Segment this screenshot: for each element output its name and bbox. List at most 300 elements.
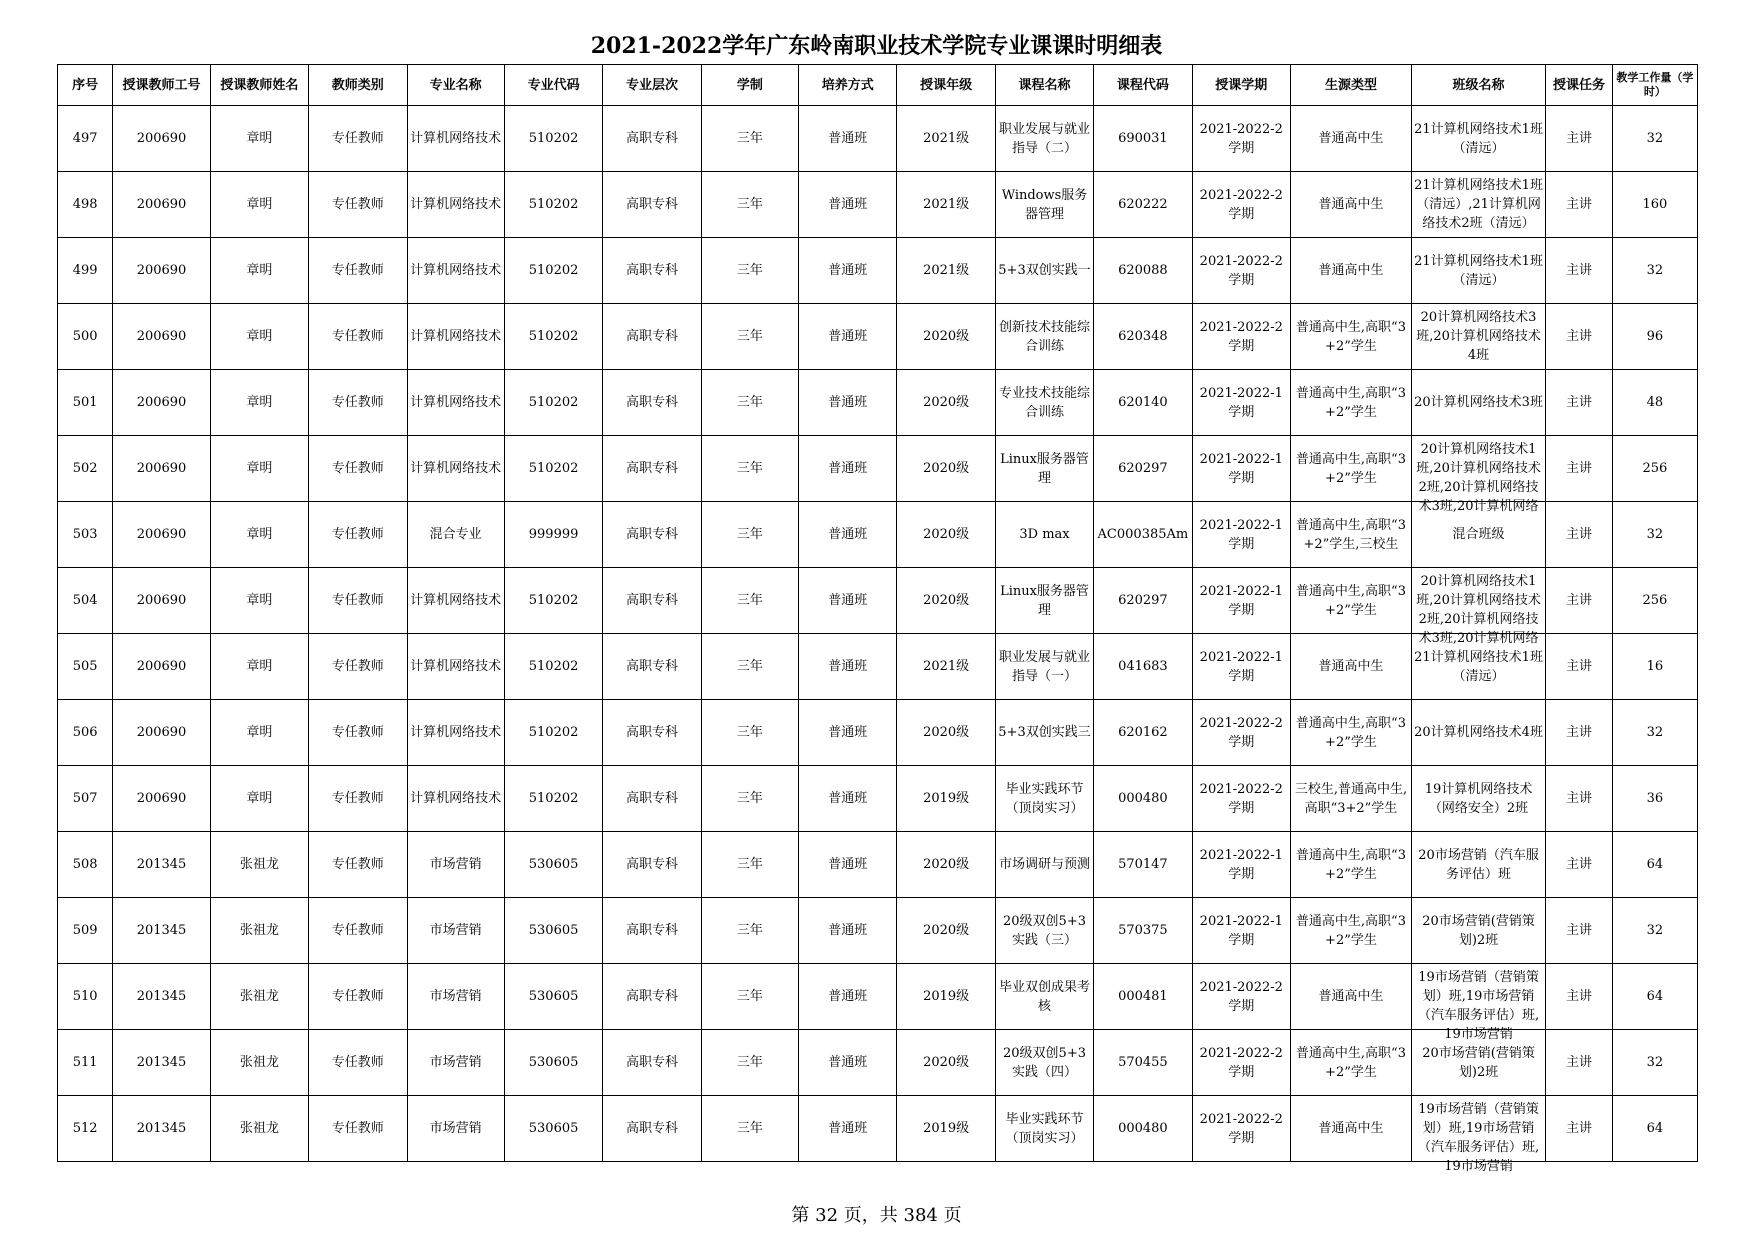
- table-cell: [113, 238, 210, 304]
- column-header: 学制: [701, 65, 798, 106]
- cell-text: 章明: [246, 197, 273, 212]
- cell-text: 620162: [1118, 725, 1168, 740]
- cell-text: 专任教师: [331, 989, 384, 1004]
- column-header: 课程代码: [1094, 65, 1192, 106]
- table-cell: [58, 502, 113, 568]
- cell-text: 三年: [736, 659, 763, 674]
- cell-text: 计算机网络技术: [410, 329, 502, 344]
- table-cell: [1546, 238, 1613, 304]
- table-cell: [58, 964, 113, 1030]
- table-cell: [309, 370, 407, 436]
- cell-text: 混合班级: [1452, 527, 1505, 542]
- cell-text: 主讲: [1565, 791, 1592, 806]
- table-row: [58, 106, 1698, 172]
- table-cell: [210, 1030, 308, 1096]
- table-cell: [1546, 436, 1613, 502]
- table-cell: [1290, 568, 1411, 634]
- cell-text: 2020级: [923, 857, 970, 872]
- table-cell: [1612, 964, 1697, 1030]
- cell-text: 主讲: [1565, 1121, 1592, 1136]
- cell-text: 张祖龙: [239, 857, 279, 872]
- table-cell: [1612, 832, 1697, 898]
- cell-text: 普通班: [828, 1055, 868, 1070]
- cell-text: 498: [72, 197, 98, 212]
- cell-text: 20级双创5+3实践（三）: [1003, 913, 1086, 948]
- cell-text: 三校生,普通高中生,高职“3+2”学生: [1294, 781, 1408, 816]
- table-cell: [897, 106, 995, 172]
- cell-text: 2021级: [923, 659, 970, 674]
- table-cell: [504, 436, 602, 502]
- cell-text: 普通高中生,高职“3+2”学生: [1295, 385, 1406, 420]
- table-cell: [1612, 1096, 1697, 1162]
- table-cell: [210, 568, 308, 634]
- cell-text: 512: [72, 1121, 98, 1136]
- table-cell: [1411, 964, 1545, 1042]
- cell-text: AC000385Am: [1097, 527, 1189, 542]
- table-cell: [1290, 1030, 1411, 1096]
- cell-text: 高职专科: [625, 1121, 678, 1136]
- cell-text: 2021-2022-1学期: [1199, 517, 1283, 552]
- table-cell: [603, 964, 701, 1030]
- table-cell: [1290, 1096, 1411, 1162]
- cell-text: 510202: [528, 329, 579, 344]
- table-cell: [701, 898, 798, 964]
- cell-text: 2021-2022-2学期: [1199, 253, 1283, 288]
- table-cell: [58, 238, 113, 304]
- table-cell: [995, 106, 1093, 172]
- cell-text: 2019级: [923, 1121, 970, 1136]
- table-cell: [113, 106, 210, 172]
- table-cell: [1290, 106, 1411, 172]
- cell-text: 2021-2022-2学期: [1199, 781, 1283, 816]
- table-cell: [701, 832, 798, 898]
- cell-text: 张祖龙: [239, 989, 279, 1004]
- table-row: [58, 172, 1698, 238]
- cell-text: 2021级: [923, 263, 970, 278]
- table-cell: [407, 700, 504, 766]
- table-cell: [799, 304, 897, 370]
- cell-text: 章明: [246, 527, 273, 542]
- cell-text: 高职专科: [625, 857, 678, 872]
- cell-text: 497: [72, 131, 98, 146]
- cell-text: 620088: [1118, 263, 1168, 278]
- cell-text: 张祖龙: [239, 1121, 279, 1136]
- table-cell: [701, 700, 798, 766]
- table-cell: [897, 568, 995, 634]
- table-cell: [309, 700, 407, 766]
- cell-text: 普通高中生: [1318, 263, 1384, 278]
- table-cell: [701, 1030, 798, 1096]
- cell-text: 620348: [1118, 329, 1168, 344]
- cell-text: 专任教师: [331, 1055, 384, 1070]
- table-cell: [504, 898, 602, 964]
- cell-text: 普通高中生,高职“3+2”学生: [1295, 1045, 1406, 1080]
- table-cell: [309, 898, 407, 964]
- cell-text: 普通班: [828, 857, 868, 872]
- table-cell: [897, 898, 995, 964]
- table-cell: [1290, 634, 1411, 700]
- table-cell: [897, 370, 995, 436]
- column-header: 序号: [58, 65, 113, 106]
- cell-text: 256: [1642, 593, 1668, 608]
- table-cell: [1094, 172, 1192, 238]
- table-cell: [1411, 172, 1545, 238]
- cell-text: 三年: [736, 989, 763, 1004]
- column-header: 培养方式: [799, 65, 897, 106]
- table-cell: [799, 436, 897, 502]
- table-cell: [113, 502, 210, 568]
- cell-text: 21计算机网络技术1班（清远）: [1414, 253, 1543, 288]
- cell-text: 职业发展与就业指导（一）: [999, 649, 1091, 684]
- cell-text: 章明: [246, 329, 273, 344]
- table-cell: [309, 1030, 407, 1096]
- table-cell: [897, 964, 995, 1030]
- cell-text: 主讲: [1565, 131, 1592, 146]
- table-cell: [113, 436, 210, 502]
- table-row: [58, 568, 1698, 634]
- table-cell: [603, 238, 701, 304]
- table-cell: [995, 634, 1093, 700]
- cell-text: 201345: [136, 1055, 187, 1070]
- table-cell: [1411, 568, 1545, 646]
- cell-text: 505: [72, 659, 98, 674]
- table-cell: [799, 1096, 897, 1162]
- table-cell: [1192, 964, 1290, 1030]
- table-cell: [1192, 436, 1290, 502]
- table-cell: [799, 568, 897, 634]
- table-cell: [701, 1096, 798, 1162]
- table-cell: [799, 238, 897, 304]
- cell-text: 毕业实践环节（顶岗实习）: [1005, 1111, 1084, 1146]
- table-cell: [58, 832, 113, 898]
- table-cell: [1290, 370, 1411, 436]
- cell-text: 530605: [528, 923, 579, 938]
- cell-text: 主讲: [1565, 659, 1592, 674]
- cell-text: 三年: [736, 923, 763, 938]
- table-cell: [1612, 634, 1697, 700]
- cell-text: 504: [72, 593, 98, 608]
- cell-text: 主讲: [1565, 989, 1592, 1004]
- cell-text: 专任教师: [331, 791, 384, 806]
- cell-text: 高职专科: [625, 263, 678, 278]
- table-cell: [309, 172, 407, 238]
- cell-text: 2021-2022-1学期: [1199, 583, 1283, 618]
- cell-text: 专任教师: [331, 1121, 384, 1136]
- cell-text: 36: [1646, 791, 1664, 806]
- cell-text: 高职专科: [625, 395, 678, 410]
- table-cell: [210, 304, 308, 370]
- cell-text: 专任教师: [331, 329, 384, 344]
- table-cell: [1546, 1030, 1613, 1096]
- cell-text: 市场营销: [429, 1121, 482, 1136]
- table-cell: [897, 436, 995, 502]
- table-cell: [897, 1096, 995, 1162]
- column-header: 生源类型: [1290, 65, 1411, 106]
- cell-text: 三年: [736, 263, 763, 278]
- cell-text: 普通班: [828, 131, 868, 146]
- table-cell: [995, 700, 1093, 766]
- table-cell: [1192, 832, 1290, 898]
- table-cell: [1094, 304, 1192, 370]
- cell-text: 专业技术技能综合训练: [999, 385, 1091, 420]
- table-row: [58, 1096, 1698, 1162]
- table-cell: [58, 172, 113, 238]
- table-cell: [1192, 502, 1290, 568]
- table-cell: [1290, 766, 1411, 832]
- table-cell: [309, 238, 407, 304]
- cell-text: 2021-2022-1学期: [1199, 847, 1283, 882]
- cell-text: 20市场营销(营销策划)2班: [1422, 913, 1535, 948]
- table-cell: [309, 634, 407, 700]
- cell-text: 2021-2022-1学期: [1199, 649, 1283, 684]
- cell-text: 章明: [246, 263, 273, 278]
- table-cell: [1290, 898, 1411, 964]
- table-cell: [504, 700, 602, 766]
- cell-text: 普通高中生,高职“3+2”学生: [1295, 715, 1406, 750]
- cell-text: 201345: [136, 1121, 187, 1136]
- column-header: 专业层次: [603, 65, 701, 106]
- cell-text: 市场营销: [429, 857, 482, 872]
- cell-text: 三年: [736, 1055, 763, 1070]
- table-cell: [897, 502, 995, 568]
- table-cell: [407, 898, 504, 964]
- cell-text: 32: [1646, 923, 1664, 938]
- table-cell: [1094, 1030, 1192, 1096]
- table-cell: [58, 700, 113, 766]
- table-cell: [799, 898, 897, 964]
- cell-text: 19市场营销（营销策划）班,19市场营销（汽车服务评估）班,19市场营销: [1417, 1102, 1540, 1174]
- table-cell: [897, 172, 995, 238]
- cell-text: 503: [72, 527, 98, 542]
- table-cell: [1411, 832, 1545, 898]
- table-cell: [58, 634, 113, 700]
- cell-text: 市场营销: [429, 989, 482, 1004]
- table-cell: [603, 568, 701, 634]
- table-cell: [58, 436, 113, 502]
- cell-text: 普通班: [828, 395, 868, 410]
- table-cell: [1546, 700, 1613, 766]
- table-cell: [210, 832, 308, 898]
- cell-text: 主讲: [1565, 263, 1592, 278]
- table-cell: [504, 106, 602, 172]
- table-cell: [701, 304, 798, 370]
- cell-text: 19市场营销（营销策划）班,19市场营销（汽车服务评估）班,19市场营销: [1417, 970, 1540, 1042]
- table-cell: [1192, 238, 1290, 304]
- cell-text: 999999: [528, 527, 579, 542]
- cell-text: 高职专科: [625, 461, 678, 476]
- table-row: [58, 238, 1698, 304]
- cell-text: 48: [1646, 395, 1664, 410]
- table-cell: [1094, 568, 1192, 634]
- cell-text: 专任教师: [331, 593, 384, 608]
- table-cell: [1411, 436, 1545, 514]
- cell-text: 620297: [1118, 593, 1168, 608]
- cell-text: 普通班: [828, 197, 868, 212]
- cell-text: 专任教师: [331, 527, 384, 542]
- cell-text: 高职专科: [625, 593, 678, 608]
- cell-text: 20级双创5+3实践（四）: [1003, 1045, 1086, 1080]
- cell-text: 主讲: [1565, 857, 1592, 872]
- cell-text: 章明: [246, 659, 273, 674]
- table-cell: [210, 1096, 308, 1162]
- cell-text: 256: [1642, 461, 1668, 476]
- table-cell: [799, 1030, 897, 1096]
- table-cell: [1192, 1096, 1290, 1162]
- cell-text: 三年: [736, 131, 763, 146]
- cell-text: 499: [72, 263, 98, 278]
- cell-text: 510202: [528, 593, 579, 608]
- table-cell: [1094, 700, 1192, 766]
- cell-text: 690031: [1118, 131, 1168, 146]
- table-cell: [1546, 568, 1613, 634]
- cell-text: 041683: [1118, 659, 1168, 674]
- cell-text: 专任教师: [331, 131, 384, 146]
- cell-text: 620222: [1118, 197, 1168, 212]
- table-cell: [1612, 766, 1697, 832]
- table-cell: [113, 832, 210, 898]
- table-cell: [407, 172, 504, 238]
- cell-text: 专任教师: [331, 197, 384, 212]
- table-cell: [407, 304, 504, 370]
- cell-text: 2020级: [923, 923, 970, 938]
- cell-text: 530605: [528, 1121, 579, 1136]
- cell-text: 32: [1646, 527, 1664, 542]
- table-cell: [1411, 370, 1545, 436]
- cell-text: 三年: [736, 395, 763, 410]
- table-cell: [897, 766, 995, 832]
- table-cell: [210, 370, 308, 436]
- table-cell: [210, 106, 308, 172]
- cell-text: 200690: [136, 593, 187, 608]
- table-cell: [1411, 766, 1545, 832]
- cell-text: 201345: [136, 923, 187, 938]
- cell-text: 高职专科: [625, 197, 678, 212]
- cell-text: 620140: [1118, 395, 1168, 410]
- table-cell: [407, 502, 504, 568]
- table-cell: [1290, 700, 1411, 766]
- cell-text: 500: [72, 329, 98, 344]
- cell-text: 2020级: [923, 527, 970, 542]
- cell-text: 2020级: [923, 593, 970, 608]
- table-cell: [1546, 898, 1613, 964]
- table-cell: [1612, 436, 1697, 502]
- table-cell: [113, 766, 210, 832]
- table-cell: [113, 304, 210, 370]
- cell-text: 2020级: [923, 461, 970, 476]
- cell-text: 章明: [246, 395, 273, 410]
- table-cell: [1290, 172, 1411, 238]
- cell-text: 200690: [136, 197, 187, 212]
- table-cell: [1411, 898, 1545, 964]
- cell-text: 20市场营销（汽车服务评估）班: [1418, 847, 1539, 882]
- table-cell: [1612, 106, 1697, 172]
- cell-text: 2019级: [923, 791, 970, 806]
- cell-text: 530605: [528, 989, 579, 1004]
- cell-text: 21计算机网络技术1班（清远）: [1414, 649, 1543, 684]
- cell-text: 2020级: [923, 1055, 970, 1070]
- table-cell: [210, 172, 308, 238]
- table-cell: [210, 502, 308, 568]
- table-cell: [1094, 502, 1192, 568]
- table-row: [58, 304, 1698, 370]
- table-cell: [995, 832, 1093, 898]
- table-cell: [113, 1030, 210, 1096]
- table-cell: [113, 964, 210, 1030]
- table-cell: [1192, 568, 1290, 634]
- table-cell: [407, 238, 504, 304]
- table-cell: [58, 304, 113, 370]
- cell-text: 32: [1646, 131, 1664, 146]
- table-cell: [1192, 172, 1290, 238]
- table-cell: [1094, 370, 1192, 436]
- table-cell: [799, 634, 897, 700]
- table-cell: [603, 700, 701, 766]
- page-title: 2021-2022学年广东岭南职业技术学院专业课课时明细表: [590, 33, 1163, 59]
- table-cell: [897, 832, 995, 898]
- cell-text: 计算机网络技术: [410, 725, 502, 740]
- table-cell: [58, 370, 113, 436]
- table-cell: [1546, 832, 1613, 898]
- table-cell: [1612, 172, 1697, 238]
- table-cell: [1192, 106, 1290, 172]
- cell-text: 000481: [1118, 989, 1168, 1004]
- cell-text: 160: [1642, 197, 1668, 212]
- cell-text: 高职专科: [625, 989, 678, 1004]
- table-cell: [701, 436, 798, 502]
- header-row: [58, 65, 1698, 106]
- table-cell: [603, 898, 701, 964]
- table-cell: [407, 1096, 504, 1162]
- table-cell: [1612, 238, 1697, 304]
- table-cell: [603, 172, 701, 238]
- cell-text: 32: [1646, 1055, 1664, 1070]
- table-cell: [113, 172, 210, 238]
- cell-text: 2020级: [923, 395, 970, 410]
- cell-text: 毕业双创成果考核: [999, 979, 1091, 1014]
- table-cell: [210, 766, 308, 832]
- cell-text: 计算机网络技术: [410, 593, 502, 608]
- cell-text: 200690: [136, 263, 187, 278]
- cell-text: 570455: [1118, 1055, 1168, 1070]
- cell-text: 64: [1646, 989, 1664, 1004]
- cell-text: 普通班: [828, 263, 868, 278]
- table-cell: [309, 832, 407, 898]
- table-row: [58, 898, 1698, 964]
- cell-text: 510202: [528, 131, 579, 146]
- table-cell: [113, 898, 210, 964]
- table-cell: [113, 1096, 210, 1162]
- cell-text: 510202: [528, 263, 579, 278]
- table-cell: [799, 964, 897, 1030]
- table-cell: [799, 832, 897, 898]
- table-cell: [407, 436, 504, 502]
- cell-text: 普通高中生,高职“3+2”学生: [1295, 583, 1406, 618]
- cell-text: 普通班: [828, 725, 868, 740]
- cell-text: 高职专科: [625, 131, 678, 146]
- cell-text: 三年: [736, 791, 763, 806]
- cell-text: 普通高中生,高职“3+2”学生,三校生: [1295, 517, 1406, 552]
- table-cell: [1290, 964, 1411, 1030]
- cell-text: 普通高中生,高职“3+2”学生: [1295, 913, 1406, 948]
- cell-text: 普通高中生,高职“3+2”学生: [1295, 847, 1406, 882]
- cell-text: 508: [72, 857, 98, 872]
- table-cell: [995, 238, 1093, 304]
- table-cell: [1290, 238, 1411, 304]
- table-cell: [309, 568, 407, 634]
- table-cell: [1411, 106, 1545, 172]
- table-cell: [1094, 964, 1192, 1030]
- table-cell: [603, 1030, 701, 1096]
